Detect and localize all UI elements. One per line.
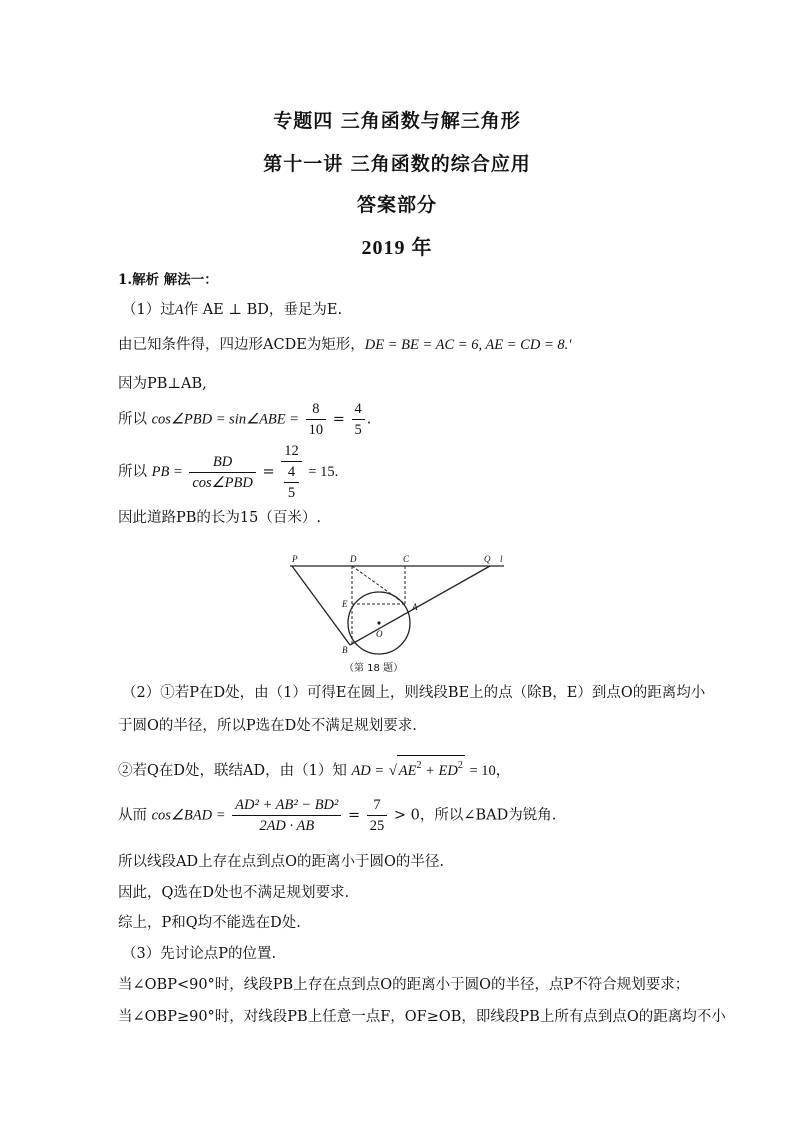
center-dot [377, 621, 380, 624]
paragraph-15: 当∠OBP<90°时，线段PB上存在点到点O的距离小于圆O的半径，点P不符合规划要求； [118, 977, 690, 993]
label-p: P [292, 554, 298, 564]
label-q: Q [484, 554, 491, 564]
paragraph-8: 于圆O的半径，所以P选在D处不满足规划要求. [118, 718, 417, 734]
paragraph-6: 因此道路PB的长为15（百米）. [118, 510, 321, 526]
geometry-figure [286, 553, 510, 677]
paragraph-5: 所以 PB = $\frac{BD}{\text{cos∠PBD}}$ = 12 4 5 = 15. [118, 443, 339, 501]
year-title: 2019 年 [361, 237, 433, 259]
paragraph-16: 当∠OBP≥90°时，对线段PB上任意一点F，OF≥OB，即线段PB上所有点到点O的距离均不小 [118, 1009, 726, 1025]
paragraph-9: ②若Q在D处，联结AD，由（1）知 AD = √ $AE^2 + ED^2 = 10$， [118, 755, 510, 781]
topic-title: 专题四 三角函数与解三角形 [273, 110, 521, 132]
paragraph-2: 由已知条件得，四边形ACDE为矩形，DE = BE = AC = 6, AE = CD = 8.' [118, 337, 572, 353]
lecture-title: 第十一讲 三角函数的综合应用 [263, 153, 531, 175]
paragraph-12: 因此，Q选在D处也不满足规划要求. [118, 885, 350, 901]
label-o: O [376, 629, 383, 639]
segment-bq [350, 566, 490, 645]
label-e: E [342, 599, 348, 609]
paragraph-3: 因为PB⊥AB, [118, 376, 207, 392]
label-c: C [403, 554, 410, 564]
label-b: B [342, 645, 348, 655]
paragraph-14: （3）先讨论点P的位置. [122, 946, 277, 962]
paragraph-4: 所以 cos∠PBD = sin∠ABE = $\frac{8}{10}$ = $\frac{4}{5}$ . [118, 401, 372, 438]
paragraph-13: 综上，P和Q均不能选在D处. [118, 915, 301, 931]
paragraph-10: 从而 cos∠BAD = $\frac{\text{AD² + AB² − BD²}}{2AD \cdot AB}$ = $\frac{7}{25}$ > 0，所以∠BAD为锐角. [118, 797, 557, 834]
paragraph-11: 所以线段AD上存在点到点O的距离小于圆O的半径. [118, 854, 444, 870]
label-a: A [412, 602, 418, 612]
question-heading: 1.解析 解法一： [118, 272, 218, 288]
label-d: D [350, 554, 357, 564]
answers-title: 答案部分 [356, 194, 437, 216]
figure-caption: （第 18 题） [344, 663, 404, 674]
paragraph-7: （2）①若P在D处，由（1）可得E在圆上，则线段BE上的点（除B，E）到点O的距离均小 [122, 685, 706, 701]
label-l: l [500, 554, 503, 564]
paragraph-1: （1）过A作 AE ⊥ BD，垂足为E. [122, 302, 343, 318]
